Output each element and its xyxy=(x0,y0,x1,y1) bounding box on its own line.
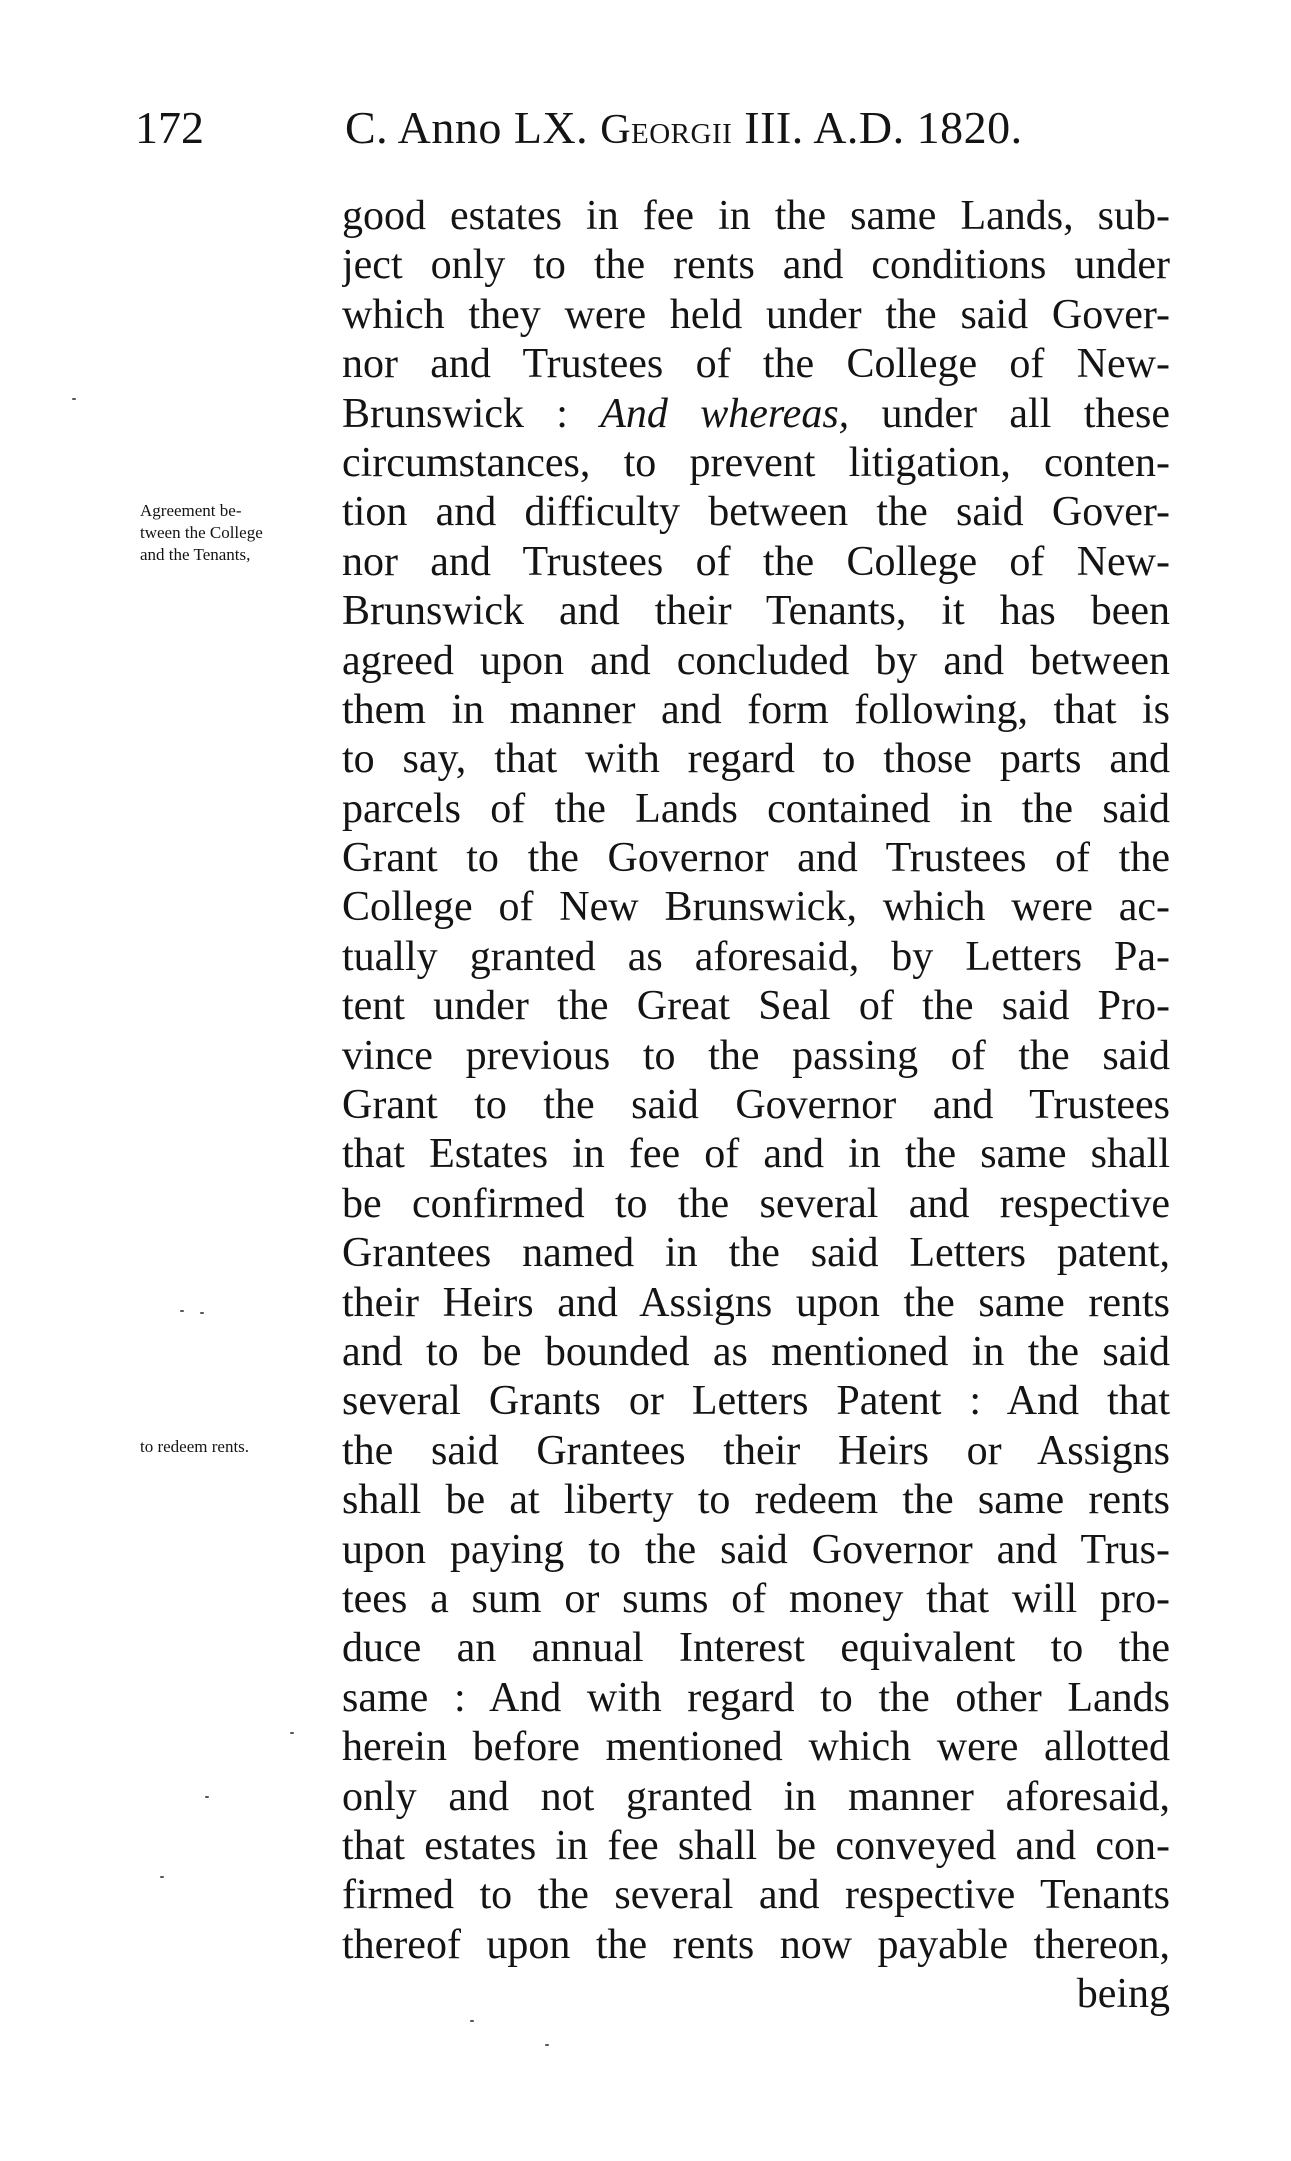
scan-speck xyxy=(160,1876,164,1878)
body-text xyxy=(342,192,1170,2019)
text-line: that estates in fee shall be conveyed and con- xyxy=(342,1822,1170,1869)
text-line: be confirmed to the several and respective xyxy=(342,1180,1170,1227)
margin-note-line: tween the College xyxy=(140,523,263,542)
text-line: vince previous to the passing of the said xyxy=(342,1032,1170,1079)
running-head xyxy=(345,98,1023,160)
text-line: the said Grantees their Heirs or Assigns xyxy=(342,1427,1170,1474)
text-line: nor and Trustees of the College of New- xyxy=(342,341,1170,388)
text-line: Grant to the Governor and Trustees of the xyxy=(342,835,1170,882)
text-line: tent under the Great Seal of the said Pro- xyxy=(342,983,1170,1030)
margin-note-line: Agreement be- xyxy=(140,501,242,520)
text-line: circumstances, to prevent litigation, conten- xyxy=(342,439,1170,486)
margin-note-agreement xyxy=(140,500,340,566)
running-head-prefix: C. Anno LX. xyxy=(345,102,601,153)
text-line: tually granted as aforesaid, by Letters Pa- xyxy=(342,933,1170,980)
scan-speck xyxy=(200,1312,204,1314)
margin-note-line: to redeem rents. xyxy=(140,1437,250,1456)
text-line: good estates in fee in the same Lands, sub- xyxy=(342,193,1170,239)
running-head-smallcaps: Georgii xyxy=(600,107,733,153)
text-line: several Grants or Letters Patent : And that xyxy=(342,1378,1170,1425)
text-line: and to be bounded as mentioned in the said xyxy=(342,1328,1170,1375)
text-line: them in manner and form following, that is xyxy=(342,686,1170,733)
scan-speck xyxy=(470,2020,474,2022)
text-line: Brunswick and their Tenants, it has been xyxy=(342,588,1170,635)
text-line: duce an annual Interest equivalent to the xyxy=(342,1625,1170,1672)
text-line: to say, that with regard to those parts and xyxy=(342,736,1170,783)
text-line: agreed upon and concluded by and between xyxy=(342,637,1170,684)
scan-speck xyxy=(290,1732,294,1734)
text-line: parcels of the Lands contained in the said xyxy=(342,785,1170,832)
text-line: only and not granted in manner aforesaid, xyxy=(342,1773,1170,1820)
text-line: herein before mentioned which were allotted xyxy=(342,1724,1170,1771)
text-line: same : And with regard to the other Lands xyxy=(342,1674,1170,1721)
text-line: Grantees named in the said Letters patent, xyxy=(342,1230,1170,1277)
text-line: Grant to the said Governor and Trustees xyxy=(342,1082,1170,1129)
margin-note-line: and the Tenants, xyxy=(140,545,251,564)
italic-phrase: And whereas, xyxy=(600,390,850,437)
scan-speck xyxy=(180,1310,184,1312)
text-line: that Estates in fee of and in the same shall xyxy=(342,1131,1170,1178)
catchword: being xyxy=(1076,1971,1170,2018)
text-line: thereof upon the rents now payable thereon, xyxy=(342,1921,1170,1968)
text-line: which they were held under the said Gover- xyxy=(342,291,1170,338)
text-line: their Heirs and Assigns upon the same rents xyxy=(342,1279,1170,1326)
scan-speck xyxy=(205,1796,209,1798)
text-line: ject only to the rents and conditions under xyxy=(342,242,1170,289)
running-head-suffix: III. A.D. 1820. xyxy=(732,102,1023,153)
text-segment: Brunswick : xyxy=(342,390,568,437)
page-header xyxy=(135,98,1170,158)
scan-speck xyxy=(72,398,76,400)
text-line: firmed to the several and respective Tenants xyxy=(342,1872,1170,1919)
text-line: College of New Brunswick, which were ac- xyxy=(342,884,1170,931)
page-number: 172 xyxy=(135,102,204,153)
margin-note-redeem xyxy=(140,1436,340,1458)
text-line: nor and Trustees of the College of New- xyxy=(342,538,1170,585)
text-line: upon paying to the said Governor and Trus- xyxy=(342,1526,1170,1573)
text-segment: under all these xyxy=(881,390,1170,437)
text-line: shall be at liberty to redeem the same rents xyxy=(342,1477,1170,1524)
text-line: tion and difficulty between the said Gover- xyxy=(342,489,1170,536)
text-line: tees a sum or sums of money that will pro- xyxy=(342,1575,1170,1622)
text-line xyxy=(342,390,1170,439)
scan-speck xyxy=(545,2044,549,2046)
